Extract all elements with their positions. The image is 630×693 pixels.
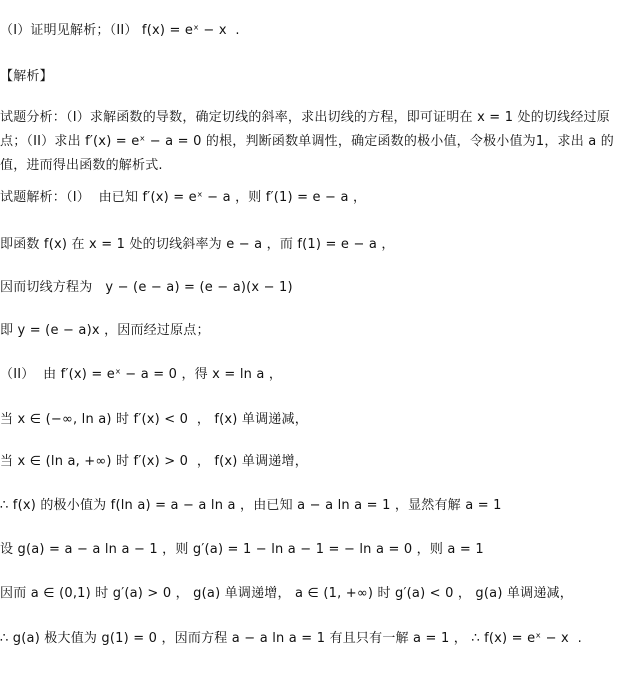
solution-part2-conclusion: ∴ g(a) 极大值为 g(1) = 0 ，因而方程 a − a ln a = 1 有且只有一解 a = 1 ， ∴ f(x) = eˣ − x . [0,631,582,646]
analysis-summary: 试题分析：（I）求解函数的导数，确定切线的斜率，求出切线的方程，即可证明在 x = 1 处的切线经过原点；（II）求出 f′(x) = eˣ − a = 0 的根，判断函数单调性，确定函数的极小值，令极小值为1，求出 a 的值，进而得出函数的解析式. [0,110,614,173]
solution-part2-line3: 当 x ∈ (ln a, +∞) 时 f′(x) > 0 ， f(x) 单调递增， [0,454,308,469]
solution-part1-line4: 即 y = (e − a)x ，因而经过原点； [0,323,210,338]
solution-part1-line1: 试题解析：（I） 由已知 f′(x) = eˣ − a ，则 f′(1) = e − a ， [0,190,367,205]
solution-part2-line2: 当 x ∈ (−∞, ln a) 时 f′(x) < 0 ， f(x) 单调递减， [0,412,308,427]
solution-part2-line1: （II） 由 f′(x) = eˣ − a = 0 ，得 x = ln a ， [0,367,283,382]
solution-part2-line6: 因而 a ∈ (0,1) 时 g′(a) > 0 ， g(a) 单调递增， a ∈ (1, +∞) 时 g′(a) < 0 ， g(a) 单调递减， [0,586,573,601]
solution-part2-line5: 设 g(a) = a − a ln a − 1 ，则 g′(a) = 1 − ln a − 1 = − ln a = 0 ，则 a = 1 [0,542,484,557]
answer-line: （I）证明见解析；（II） f(x) = eˣ − x . [0,23,240,38]
analysis-heading: 【解析】 [0,69,53,84]
solution-part2-line4: ∴ f(x) 的极小值为 f(ln a) = a − a ln a ，由已知 a − a ln a = 1 ，显然有解 a = 1 [0,498,502,513]
solution-part1-line2: 即函数 f(x) 在 x = 1 处的切线斜率为 e − a ，而 f(1) = e − a ， [0,237,395,252]
solution-part1-line3: 因而切线方程为 y − (e − a) = (e − a)(x − 1) [0,280,293,295]
